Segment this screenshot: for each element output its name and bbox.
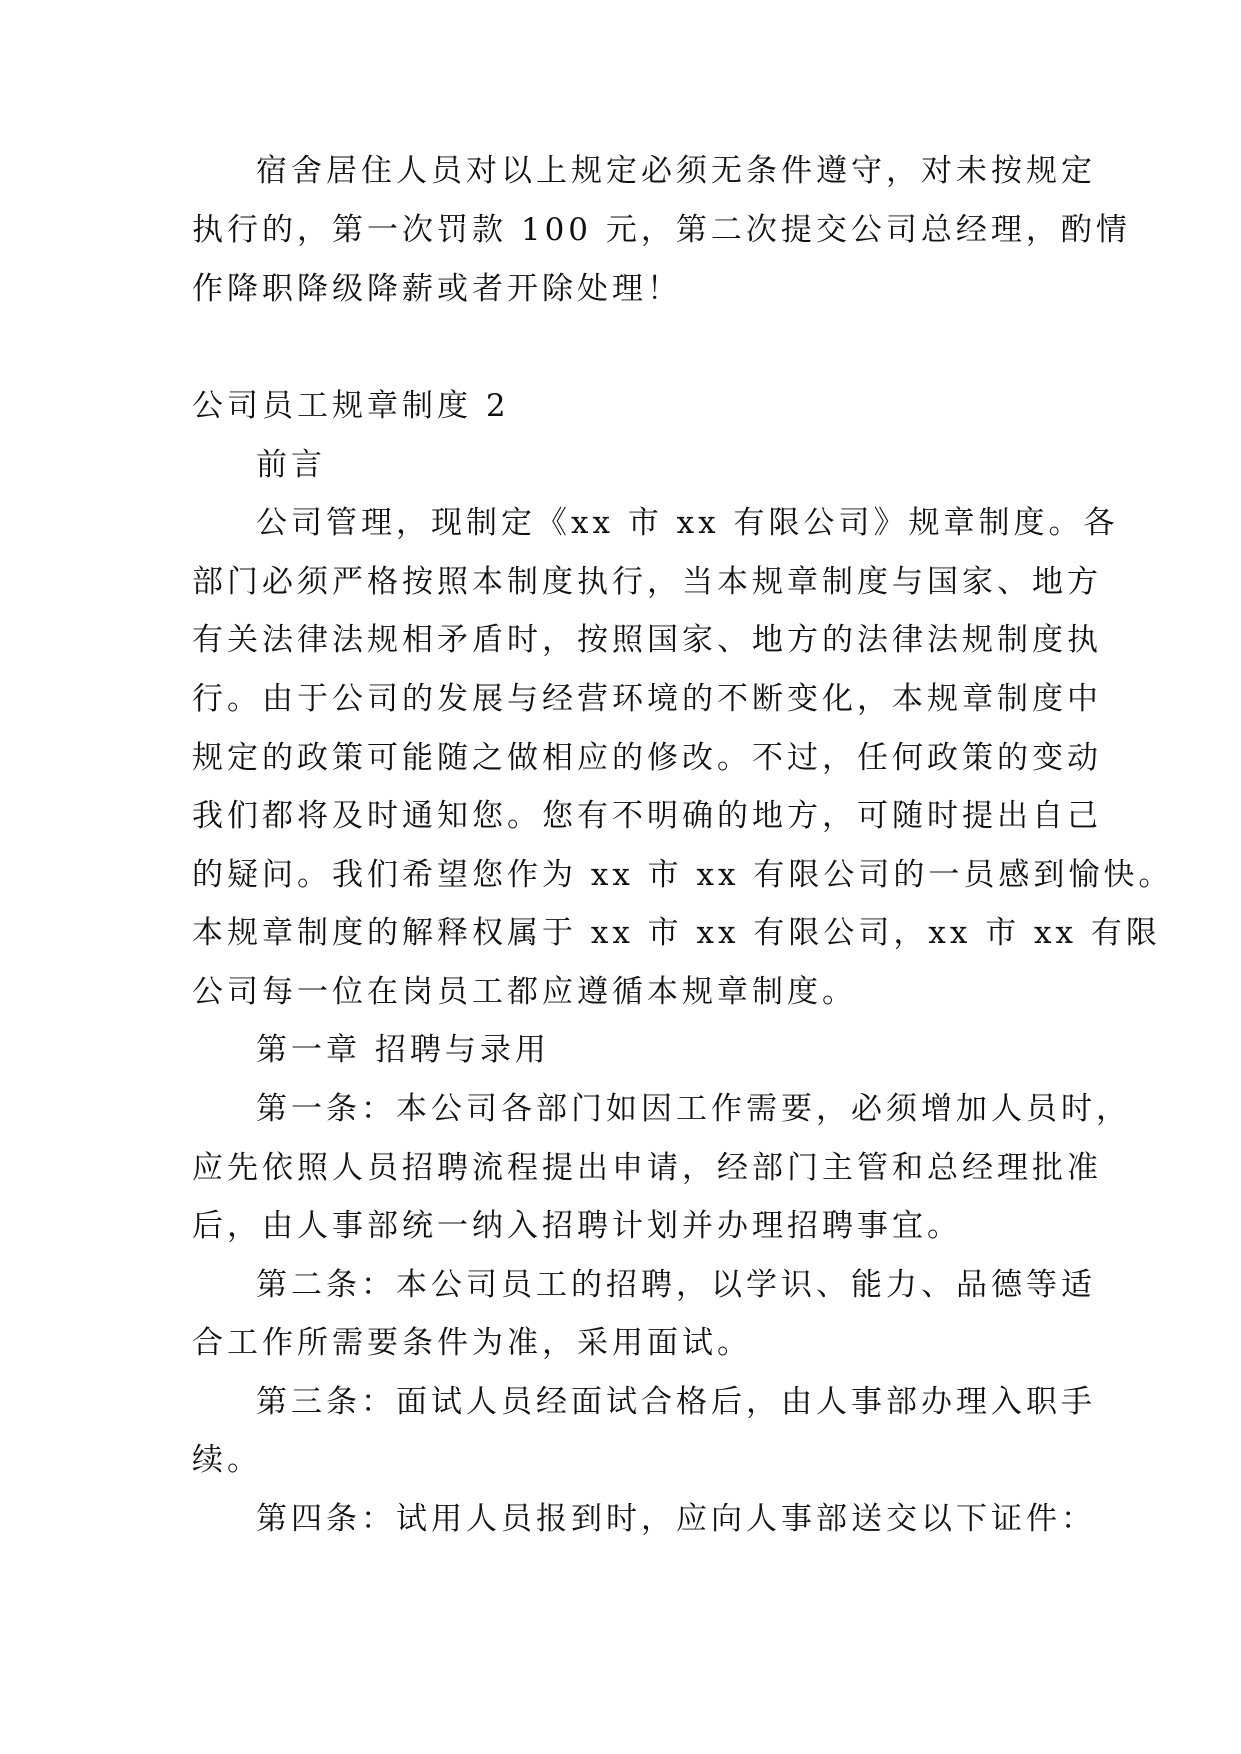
text-line: 第二条：本公司员工的招聘，以学识、能力、品德等适 <box>256 1267 1096 1303</box>
text-line: 规定的政策可能随之做相应的修改。不过，任何政策的变动 <box>192 740 1102 776</box>
text-line: 的疑问。我们希望您作为 xx 市 xx 有限公司的一员感到愉快。 <box>192 857 1174 893</box>
text-line: 执行的，第一次罚款 100 元，第二次提交公司总经理，酌情 <box>192 212 1131 248</box>
chapter-heading: 第一章 招聘与录用 <box>256 1032 550 1068</box>
text-line: 第三条：面试人员经面试合格后，由人事部办理入职手 <box>256 1384 1096 1420</box>
text-line: 后，由人事部统一纳入招聘计划并办理招聘事宜。 <box>192 1208 962 1244</box>
preface-heading: 前言 <box>256 447 326 483</box>
section-title: 公司员工规章制度 2 <box>192 388 510 424</box>
text-line: 行。由于公司的发展与经营环境的不断变化，本规章制度中 <box>192 681 1102 717</box>
text-line: 公司每一位在岗员工都应遵循本规章制度。 <box>192 974 857 1010</box>
text-line: 合工作所需要条件为准，采用面试。 <box>192 1325 752 1361</box>
text-line: 应先依照人员招聘流程提出申请，经部门主管和总经理批准 <box>192 1150 1102 1186</box>
text-line: 作降职降级降薪或者开除处理！ <box>192 271 682 307</box>
text-line: 第四条：试用人员报到时，应向人事部送交以下证件： <box>256 1501 1096 1537</box>
text-line: 我们都将及时通知您。您有不明确的地方，可随时提出自己 <box>192 798 1102 834</box>
text-line: 部门必须严格按照本制度执行，当本规章制度与国家、地方 <box>192 564 1102 600</box>
text-line: 本规章制度的解释权属于 xx 市 xx 有限公司，xx 市 xx 有限 <box>192 915 1161 951</box>
text-line: 第一条：本公司各部门如因工作需要，必须增加人员时， <box>256 1091 1131 1127</box>
text-line: 有关法律法规相矛盾时，按照国家、地方的法律法规制度执 <box>192 622 1102 658</box>
text-line: 续。 <box>192 1442 262 1478</box>
text-line: 宿舍居住人员对以上规定必须无条件遵守，对未按规定 <box>256 153 1096 189</box>
text-line: 公司管理，现制定《xx 市 xx 有限公司》规章制度。各 <box>256 505 1119 541</box>
